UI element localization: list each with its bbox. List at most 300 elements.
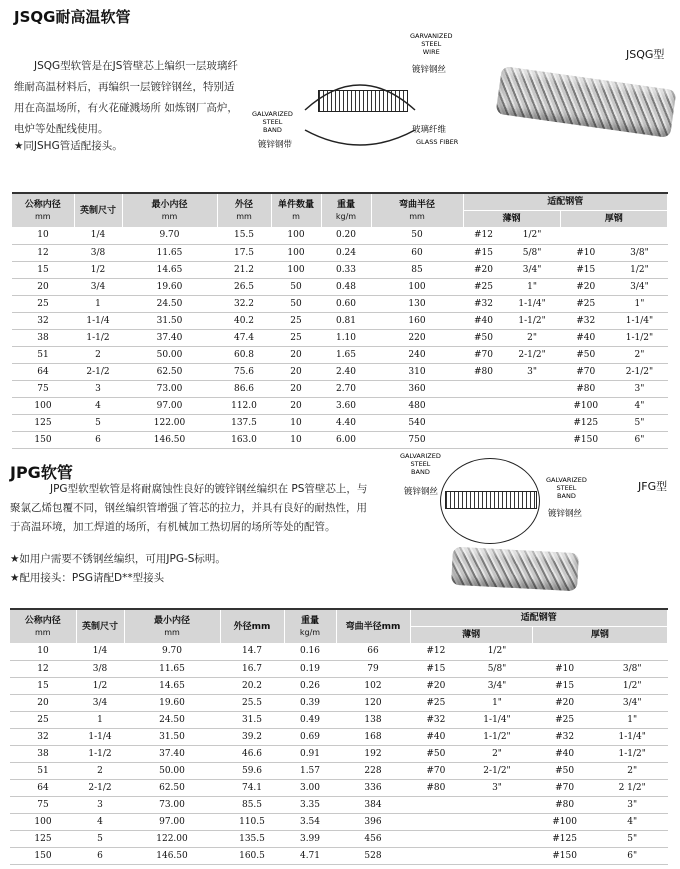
table-cell: 6.00 xyxy=(335,434,357,445)
table-cell: 4.40 xyxy=(335,417,357,428)
table-cell: 2 xyxy=(97,765,103,776)
table-cell: 75 xyxy=(37,383,49,394)
table-row xyxy=(12,278,668,295)
table-cell: 3.35 xyxy=(299,799,321,810)
table-cell: 20 xyxy=(290,383,302,394)
table-cell: 1/2" xyxy=(522,230,542,241)
table-cell: #15 xyxy=(474,247,494,258)
band-label-en: GALVARIZED STEEL BAND xyxy=(252,110,293,134)
table-cell: 4 xyxy=(95,400,101,411)
table-cell xyxy=(410,847,462,864)
table-cell: #70 xyxy=(555,782,575,793)
table-cell: 3/8" xyxy=(622,663,642,674)
table-cell: 32 xyxy=(37,731,49,742)
table-cell: 40.2 xyxy=(233,315,255,326)
table-cell: 138 xyxy=(364,714,382,725)
table-cell: 14.65 xyxy=(159,680,185,691)
table-cell xyxy=(410,796,462,813)
table-cell: 10 xyxy=(290,417,302,428)
col-min-id: 最小内径 xyxy=(151,199,188,210)
table-cell: 5" xyxy=(627,833,638,844)
table-cell: #125 xyxy=(552,833,577,844)
s2-col-min-id-unit: mm xyxy=(164,627,180,637)
table-cell: 100 xyxy=(34,400,52,411)
table-cell: 160.5 xyxy=(239,850,265,861)
band-label-cn: 镀锌钢带 xyxy=(258,140,293,150)
table-cell: #70 xyxy=(474,349,494,360)
table-row xyxy=(10,745,668,762)
s2-col-conduit: 适配钢管 xyxy=(410,609,668,626)
table-cell: 3.00 xyxy=(299,782,321,793)
table-cell: 1-1/2 xyxy=(86,332,110,343)
table-cell: 2-1/2" xyxy=(625,366,654,377)
table-cell: 528 xyxy=(364,850,382,861)
table-cell: #150 xyxy=(573,434,599,445)
table-row xyxy=(12,346,668,363)
table-cell: 125 xyxy=(34,417,52,428)
section2-title: JPG软管 xyxy=(10,463,73,482)
table-cell: 135.5 xyxy=(239,833,265,844)
table-cell: #12 xyxy=(474,230,494,241)
table-cell: 97.00 xyxy=(159,816,185,827)
table-cell: 2-1/2 xyxy=(86,366,110,377)
table-cell: 37.40 xyxy=(159,748,185,759)
table-cell: 66 xyxy=(367,646,379,657)
table-cell: 5/8" xyxy=(522,247,542,258)
section2-spec-table xyxy=(10,608,668,865)
s2-col-min-id: 最小内径 xyxy=(153,615,190,626)
table-cell: 6 xyxy=(95,434,101,445)
table-cell: 73.00 xyxy=(159,799,185,810)
table-cell: 1-1/2" xyxy=(625,332,654,343)
table-row xyxy=(10,762,668,779)
table-cell: 1" xyxy=(627,714,638,725)
table-cell: 1-1/2 xyxy=(88,748,112,759)
table-cell: 60.8 xyxy=(233,349,255,360)
table-cell xyxy=(532,643,597,660)
table-cell: #150 xyxy=(552,850,577,861)
table-cell: 2.70 xyxy=(335,383,357,394)
jpg-hose-photo xyxy=(451,547,579,592)
table-cell: 10 xyxy=(37,230,49,241)
section1-type-label: JSQG型 xyxy=(626,48,665,61)
table-cell: 120 xyxy=(364,697,382,708)
s2-band-label-en: GALVARIZED STEEL BAND xyxy=(546,476,587,500)
table-cell: 9.70 xyxy=(159,230,180,241)
table-cell: 0.60 xyxy=(335,298,357,309)
table-cell: 5/8" xyxy=(487,663,507,674)
table-cell: 6 xyxy=(97,850,103,861)
table-row xyxy=(10,728,668,745)
table-cell: 0.48 xyxy=(335,281,357,292)
jsqg-hose-photo xyxy=(496,66,677,138)
table-cell xyxy=(560,227,611,244)
table-cell: #12 xyxy=(426,646,446,657)
diagram-arc xyxy=(300,70,420,150)
table-cell: 19.60 xyxy=(159,697,185,708)
table-cell: 336 xyxy=(364,782,382,793)
table-cell xyxy=(504,414,560,431)
table-cell: 3 xyxy=(95,383,101,394)
table-cell: 100 xyxy=(287,247,305,258)
table-cell xyxy=(463,397,504,414)
s2-detail-circle xyxy=(440,458,540,544)
table-cell: 2-1/2" xyxy=(483,765,511,776)
table-cell: 4.71 xyxy=(299,850,321,861)
s2-col-thin: 薄钢 xyxy=(410,626,532,643)
table-cell: 160 xyxy=(408,315,426,326)
table-cell: 3/4 xyxy=(92,697,108,708)
table-cell: 15 xyxy=(37,264,49,275)
table-row xyxy=(12,380,668,397)
table-cell: #25 xyxy=(474,281,494,292)
table-cell: 15.5 xyxy=(233,230,255,241)
table-cell: 31.50 xyxy=(159,731,185,742)
table-cell: 1-1/4 xyxy=(86,315,110,326)
table-cell: 86.6 xyxy=(233,383,255,394)
table-cell: 50 xyxy=(290,298,302,309)
table-row xyxy=(10,779,668,796)
table-cell: #80 xyxy=(426,782,446,793)
table-row xyxy=(10,660,668,677)
table-cell xyxy=(463,414,504,431)
table-cell xyxy=(463,380,504,397)
table-cell: 79 xyxy=(367,663,379,674)
table-cell: 163.0 xyxy=(231,434,257,445)
table-cell: 12 xyxy=(37,247,49,258)
table-cell: #32 xyxy=(576,315,596,326)
table-cell: #80 xyxy=(474,366,494,377)
table-cell: 0.26 xyxy=(299,680,321,691)
col-od: 外径 xyxy=(234,199,253,210)
table-cell: 4" xyxy=(627,816,638,827)
table-cell: 192 xyxy=(364,748,382,759)
table-cell: 100 xyxy=(408,281,426,292)
table-cell: 3/4" xyxy=(487,680,507,691)
table-cell: 137.5 xyxy=(231,417,257,428)
table-row xyxy=(12,261,668,278)
table-cell: 1/2 xyxy=(90,264,106,275)
table-cell: #32 xyxy=(474,298,494,309)
table-cell: 1-1/4" xyxy=(618,731,646,742)
table-cell: #32 xyxy=(555,731,575,742)
table-cell: 11.65 xyxy=(159,663,185,674)
table-cell: 50.00 xyxy=(156,349,183,360)
table-cell: 17.5 xyxy=(233,247,255,258)
table-cell: 47.4 xyxy=(233,332,255,343)
col-bend-unit: mm xyxy=(409,211,425,221)
table-cell: 19.60 xyxy=(156,281,183,292)
col-min-id-unit: mm xyxy=(161,211,178,221)
table-cell: 75 xyxy=(37,799,49,810)
table-cell: 396 xyxy=(364,816,382,827)
table-cell: #10 xyxy=(576,247,596,258)
table-cell xyxy=(611,227,667,244)
fiber-label-en: GLASS FIBER xyxy=(416,138,459,146)
table-cell: 112.0 xyxy=(231,400,257,411)
table-row xyxy=(10,694,668,711)
table-cell: 74.1 xyxy=(241,782,263,793)
table-row xyxy=(10,677,668,694)
table-cell: 1-1/2" xyxy=(618,748,646,759)
table-row xyxy=(10,796,668,813)
table-cell: 97.00 xyxy=(156,400,183,411)
table-cell xyxy=(504,380,560,397)
col-thick: 厚钢 xyxy=(560,210,667,227)
section2-description: JPG型软型软管是将耐腐蚀性良好的镀锌钢丝编织在 PS管壁芯上，与聚氯乙烯包覆不同，钢丝编织管增强了管芯的拉力，并具有良好的耐热性，用于高温环境，加工焊道的场所，有机械加工热切屑的场所等处的配管。 xyxy=(10,483,368,533)
col-nominal-unit: mm xyxy=(34,211,51,221)
table-cell: 62.50 xyxy=(156,366,183,377)
section2-note2: ★配用接头：PSG请配D**型接头 xyxy=(10,572,165,584)
table-cell: 5" xyxy=(634,417,645,428)
table-cell: 0.81 xyxy=(335,315,357,326)
table-cell: #40 xyxy=(576,332,596,343)
table-cell: 3" xyxy=(627,799,638,810)
table-cell: #32 xyxy=(426,714,446,725)
table-cell: 3/4" xyxy=(522,264,542,275)
table-cell: 25 xyxy=(290,332,302,343)
table-cell: 85.5 xyxy=(241,799,263,810)
table-cell: 25 xyxy=(290,315,302,326)
table-cell: 50 xyxy=(290,281,302,292)
table-cell: 384 xyxy=(364,799,382,810)
table-cell xyxy=(462,847,533,864)
table-cell: 122.00 xyxy=(156,833,188,844)
table-cell: 46.6 xyxy=(241,748,263,759)
table-cell: 32.2 xyxy=(233,298,255,309)
table-row xyxy=(12,363,668,380)
table-cell: 146.50 xyxy=(156,850,188,861)
table-row xyxy=(12,227,668,244)
table-cell: 2" xyxy=(492,748,502,759)
table-cell: 1-1/4 xyxy=(88,731,112,742)
table-cell: #40 xyxy=(474,315,494,326)
table-cell: 122.00 xyxy=(153,417,186,428)
table-cell: #15 xyxy=(426,663,446,674)
table-cell: 3/8" xyxy=(630,247,649,258)
table-cell: 1 xyxy=(95,298,101,309)
table-cell xyxy=(410,830,462,847)
table-cell: 4" xyxy=(634,400,645,411)
table-cell: 1" xyxy=(492,697,502,708)
table-cell: 220 xyxy=(408,332,426,343)
table-cell xyxy=(462,796,533,813)
table-cell xyxy=(463,431,504,448)
table-cell: 5 xyxy=(97,833,103,844)
table-cell: #70 xyxy=(426,765,446,776)
table-cell: 0.24 xyxy=(335,247,357,258)
table-cell: #50 xyxy=(555,765,575,776)
table-cell: 25 xyxy=(37,714,49,725)
table-cell: 6" xyxy=(634,434,645,445)
col-unit-qty: 单件数量 xyxy=(277,199,314,210)
table-cell: 3" xyxy=(492,782,502,793)
col-od-unit: mm xyxy=(236,211,252,221)
s2-cross-section xyxy=(445,491,537,509)
table-cell: #50 xyxy=(474,332,494,343)
table-cell: #80 xyxy=(555,799,575,810)
table-row xyxy=(12,414,668,431)
table-cell: 1/2" xyxy=(487,646,507,657)
s2-col-thick: 厚钢 xyxy=(532,626,667,643)
section1-spec-table xyxy=(12,192,668,449)
table-cell: 3/4" xyxy=(630,281,649,292)
table-cell: #20 xyxy=(576,281,596,292)
table-cell: 240 xyxy=(408,349,426,360)
table-cell: 3.54 xyxy=(299,816,321,827)
col-thin: 薄钢 xyxy=(463,210,560,227)
table-cell: 100 xyxy=(287,264,305,275)
table-cell: 0.49 xyxy=(299,714,321,725)
table-cell: 125 xyxy=(34,833,52,844)
table-cell: 0.39 xyxy=(299,697,321,708)
table-cell: 64 xyxy=(37,366,49,377)
table-cell: 50 xyxy=(411,230,423,241)
table-cell: 15 xyxy=(37,680,49,691)
table-cell: 0.33 xyxy=(335,264,357,275)
table-cell: #40 xyxy=(555,748,575,759)
table-cell: #25 xyxy=(576,298,596,309)
section2-type-label: JFG型 xyxy=(638,480,668,493)
table-cell: 0.20 xyxy=(335,230,357,241)
table-cell xyxy=(504,397,560,414)
table-cell: 310 xyxy=(408,366,426,377)
table-cell: 150 xyxy=(34,850,52,861)
table-cell: 24.50 xyxy=(159,714,185,725)
table-cell: 2-1/2" xyxy=(518,349,546,360)
section1-title: JSQG耐高温软管 xyxy=(14,8,131,26)
col-bend: 弯曲半径 xyxy=(398,199,435,210)
table-cell: 11.65 xyxy=(156,247,183,258)
table-cell: 130 xyxy=(408,298,426,309)
wire-label-cn: 镀锌钢丝 xyxy=(412,65,447,75)
table-cell: 62.50 xyxy=(159,782,185,793)
table-cell: 0.91 xyxy=(299,748,321,759)
table-cell: #15 xyxy=(576,264,596,275)
table-cell: #10 xyxy=(555,663,575,674)
table-cell xyxy=(597,643,668,660)
table-row xyxy=(10,643,668,660)
table-cell: #25 xyxy=(426,697,446,708)
table-cell: #25 xyxy=(555,714,575,725)
s2-col-weight-unit: kg/m xyxy=(299,627,321,637)
table-cell: 59.6 xyxy=(241,765,263,776)
table-cell: 37.40 xyxy=(156,332,183,343)
col-weight: 重量 xyxy=(336,199,355,210)
table-cell: 5 xyxy=(95,417,101,428)
table-cell: 2" xyxy=(627,765,638,776)
s2-col-inch: 英制尺寸 xyxy=(76,609,124,643)
table-cell: 540 xyxy=(408,417,426,428)
table-cell: #50 xyxy=(426,748,446,759)
table-cell: 480 xyxy=(408,400,426,411)
table-cell: #40 xyxy=(426,731,446,742)
table-row xyxy=(12,312,668,329)
col-conduit: 适配钢管 xyxy=(463,193,668,210)
table-cell: 2 xyxy=(95,349,101,360)
table-cell: 150 xyxy=(34,434,52,445)
col-weight-unit: kg/m xyxy=(335,211,357,221)
table-cell: 20 xyxy=(290,400,302,411)
table-cell: 100 xyxy=(34,816,52,827)
table-cell: 26.5 xyxy=(233,281,255,292)
table-cell: 20.2 xyxy=(241,680,263,691)
table-cell: 51 xyxy=(37,765,49,776)
table-cell: 0.19 xyxy=(299,663,321,674)
table-cell: 12 xyxy=(37,663,49,674)
table-cell: 228 xyxy=(364,765,382,776)
table-cell: 2" xyxy=(527,332,538,343)
table-cell: 20 xyxy=(290,349,302,360)
section1-note: ★同JSHG管适配接头。 xyxy=(14,140,123,152)
table-cell: #20 xyxy=(474,264,494,275)
s2-wire-label-cn: 镀锌钢丝 xyxy=(404,487,439,497)
table-row xyxy=(12,244,668,261)
col-inch: 英制尺寸 xyxy=(74,193,122,227)
table-cell: 3/4" xyxy=(622,697,642,708)
table-row xyxy=(12,329,668,346)
table-cell: 2-1/2 xyxy=(88,782,112,793)
section1-description: JSQG型软管是在JS管壁芯上编织一层玻璃纤维耐高温材料后，再编织一层镀锌钢丝，特别适用在高温场所，有火花碰溅场所 如炼钢厂高炉，电炉等处配线使用。 xyxy=(14,60,238,135)
s2-wire-label-en: GALVARIZED STEEL BAND xyxy=(400,452,441,476)
table-cell: 20 xyxy=(37,697,49,708)
table-cell: 750 xyxy=(408,434,426,445)
col-nominal: 公称内径 xyxy=(24,199,61,210)
table-cell: 102 xyxy=(364,680,382,691)
table-row xyxy=(10,813,668,830)
table-cell: 1" xyxy=(634,298,645,309)
table-cell: 168 xyxy=(364,731,382,742)
table-cell: 3.60 xyxy=(335,400,357,411)
table-cell: 0.16 xyxy=(299,646,321,657)
s2-col-od: 外径mm xyxy=(220,609,284,643)
table-cell xyxy=(504,431,560,448)
table-cell: 9.70 xyxy=(161,646,183,657)
table-cell xyxy=(462,830,533,847)
table-cell: #100 xyxy=(552,816,577,827)
table-cell: 2" xyxy=(634,349,645,360)
table-cell: 25.5 xyxy=(241,697,263,708)
table-cell: 2.40 xyxy=(335,366,357,377)
table-cell: 75.6 xyxy=(233,366,255,377)
s2-band-label-cn: 镀锌钢丝 xyxy=(548,509,583,519)
table-cell: 10 xyxy=(37,646,49,657)
s2-col-weight: 重量 xyxy=(300,615,319,626)
table-cell: 3/8 xyxy=(90,247,106,258)
table-row xyxy=(12,397,668,414)
table-cell: 60 xyxy=(411,247,423,258)
table-cell: 1-1/2" xyxy=(518,315,546,326)
table-cell: 3" xyxy=(527,366,538,377)
s2-col-nominal-unit: mm xyxy=(34,627,51,637)
table-cell: 1/2" xyxy=(622,680,642,691)
section2-table-body xyxy=(10,643,668,864)
table-row xyxy=(10,847,668,864)
table-cell: 1" xyxy=(527,281,538,292)
s2-col-nominal: 公称内径 xyxy=(24,615,61,626)
s2-col-bend: 弯曲半径mm xyxy=(336,609,410,643)
table-cell: 21.2 xyxy=(233,264,255,275)
table-cell: 39.2 xyxy=(241,731,263,742)
table-cell: 1/2 xyxy=(92,680,108,691)
table-cell: 3" xyxy=(634,383,645,394)
table-cell: 360 xyxy=(408,383,426,394)
table-cell: 110.5 xyxy=(239,816,265,827)
section1-table-body xyxy=(12,227,668,448)
table-cell: 38 xyxy=(37,748,49,759)
table-cell: 1/2" xyxy=(630,264,649,275)
table-cell: 456 xyxy=(364,833,382,844)
